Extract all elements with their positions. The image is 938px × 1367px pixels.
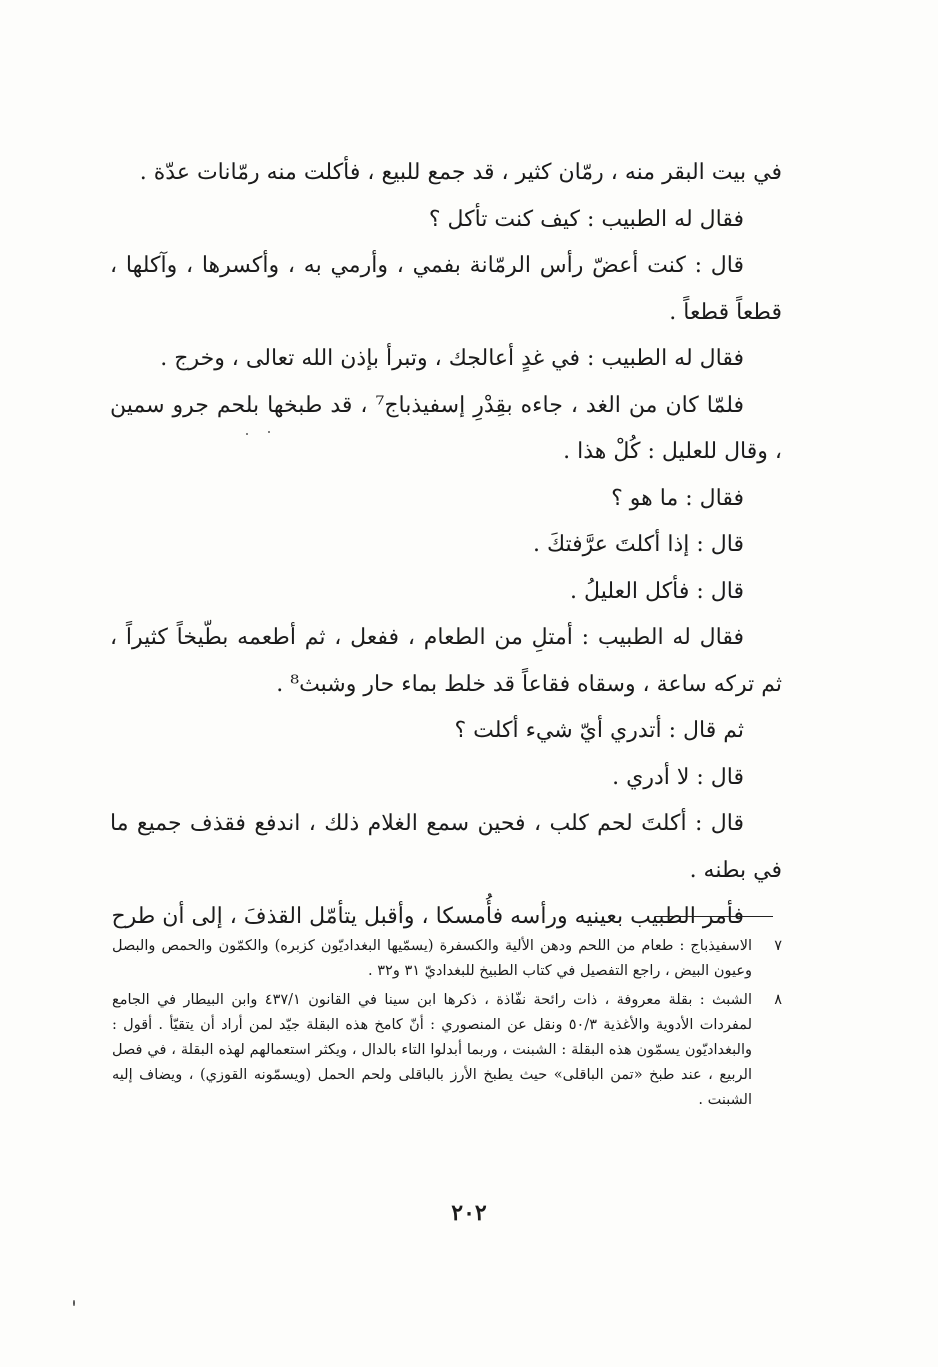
scan-speck xyxy=(73,1300,75,1306)
paragraph-1: في بيت البقر منه ، رمّان كثير ، قد جمع للبيع ، فأكلت منه رمّانات عدّة . xyxy=(139,160,782,185)
paragraph-11: قال : لا أدري . xyxy=(612,764,744,790)
paragraph-9: فقال له الطبيب : أمتلِ من الطعام ، ففعل ، ثم أطعمه بطّيخاً كثيراً ، ثم تركه ساعة ، وسقاه فقاعاً قد خلط بماء حار وشبث⁸ . xyxy=(110,625,782,697)
paragraph-12: قال : أكلتَ لحم كلب ، فحين سمع الغلام ذلك ، اندفع فقذف جميع ما في بطنه . xyxy=(110,811,782,883)
paragraph-4: فقال له الطبيب : في غدٍ أعالجك ، وتبرأ بإذن الله تعالى ، وخرج . xyxy=(160,346,744,371)
paragraph-5: فلمّا كان من الغد ، جاءه بقِدْرِ إسفيذباج⁷ ، قد طبخها بلحم جرو سمين ، وقال للعليل : كُلْ هذا . xyxy=(110,392,782,464)
paragraph-3: قال : كنت أعضّ رأس الرمّانة بفمي ، وأرمي به ، وأكسرها ، وآكلها ، قطعاً قطعاً . xyxy=(110,253,782,325)
paragraph-10: ثم قال : أتدري أيّ شيء أكلت ؟ xyxy=(454,718,744,743)
footnote-number: ٧ xyxy=(774,938,782,954)
scan-speck xyxy=(268,431,270,433)
paragraph-2: فقال له الطبيب : كيف كنت تأكل ؟ xyxy=(428,206,744,232)
footnotes xyxy=(112,934,782,1113)
page-number: ٢٠٢ xyxy=(451,1200,487,1226)
footnote-separator xyxy=(655,916,773,917)
footnote-text: الشبث : بقلة معروفة ، ذات رائحة نفّاذة ، ذكرها ابن سينا في القانون ٤٣٧/١ وابن البيطار في الجامع لمفردات الأدوية والأغذية ٥٠/٣ ونقل عن المنصوري : أنّ كامخ هذه البقلة جيّد لمن أراد أن يتقيّأ . أقول : والبغداديّون يسمّون هذه البقلة : الشبنت ، وربما أبدلوا التاء بالدال ، ويكثر استعمالهم لهذه البقلة ، في فصل الربيع ، عند طبخ «تمن الباقلى» حيث يطبخ الأرز بالباقلى ولحم الحمل (ويسمّونه القوزي) ، ويضاف إليه الشبنت . xyxy=(112,992,752,1108)
paragraph-6: فقال : ما هو ؟ xyxy=(611,485,744,511)
paragraph-13: فأمر الطبيب بعينيه ورأسه فأُمسكا ، وأقبل يتأمّل القذفَ ، إلى أن طرح xyxy=(111,904,744,929)
paragraph-7: قال : إذا أكلتَ عرَّفتكَ . xyxy=(532,532,744,557)
main-text xyxy=(110,150,782,941)
footnote-8 xyxy=(112,988,782,1113)
scan-speck xyxy=(246,433,248,435)
footnote-7 xyxy=(112,934,782,984)
paragraph-8: قال : فأكل العليلُ . xyxy=(570,578,744,604)
footnote-text: الاسفيذباج : طعام من اللحم ودهن الألية والكسفرة (يسمّيها البغداديّون كزبره) والكمّون والحمص والبصل وعيون البيض ، راجع التفصيل في كتاب الطبيخ للبغداديّ ٣١ و٣٢ . xyxy=(112,938,752,979)
footnote-number: ٨ xyxy=(774,992,782,1008)
